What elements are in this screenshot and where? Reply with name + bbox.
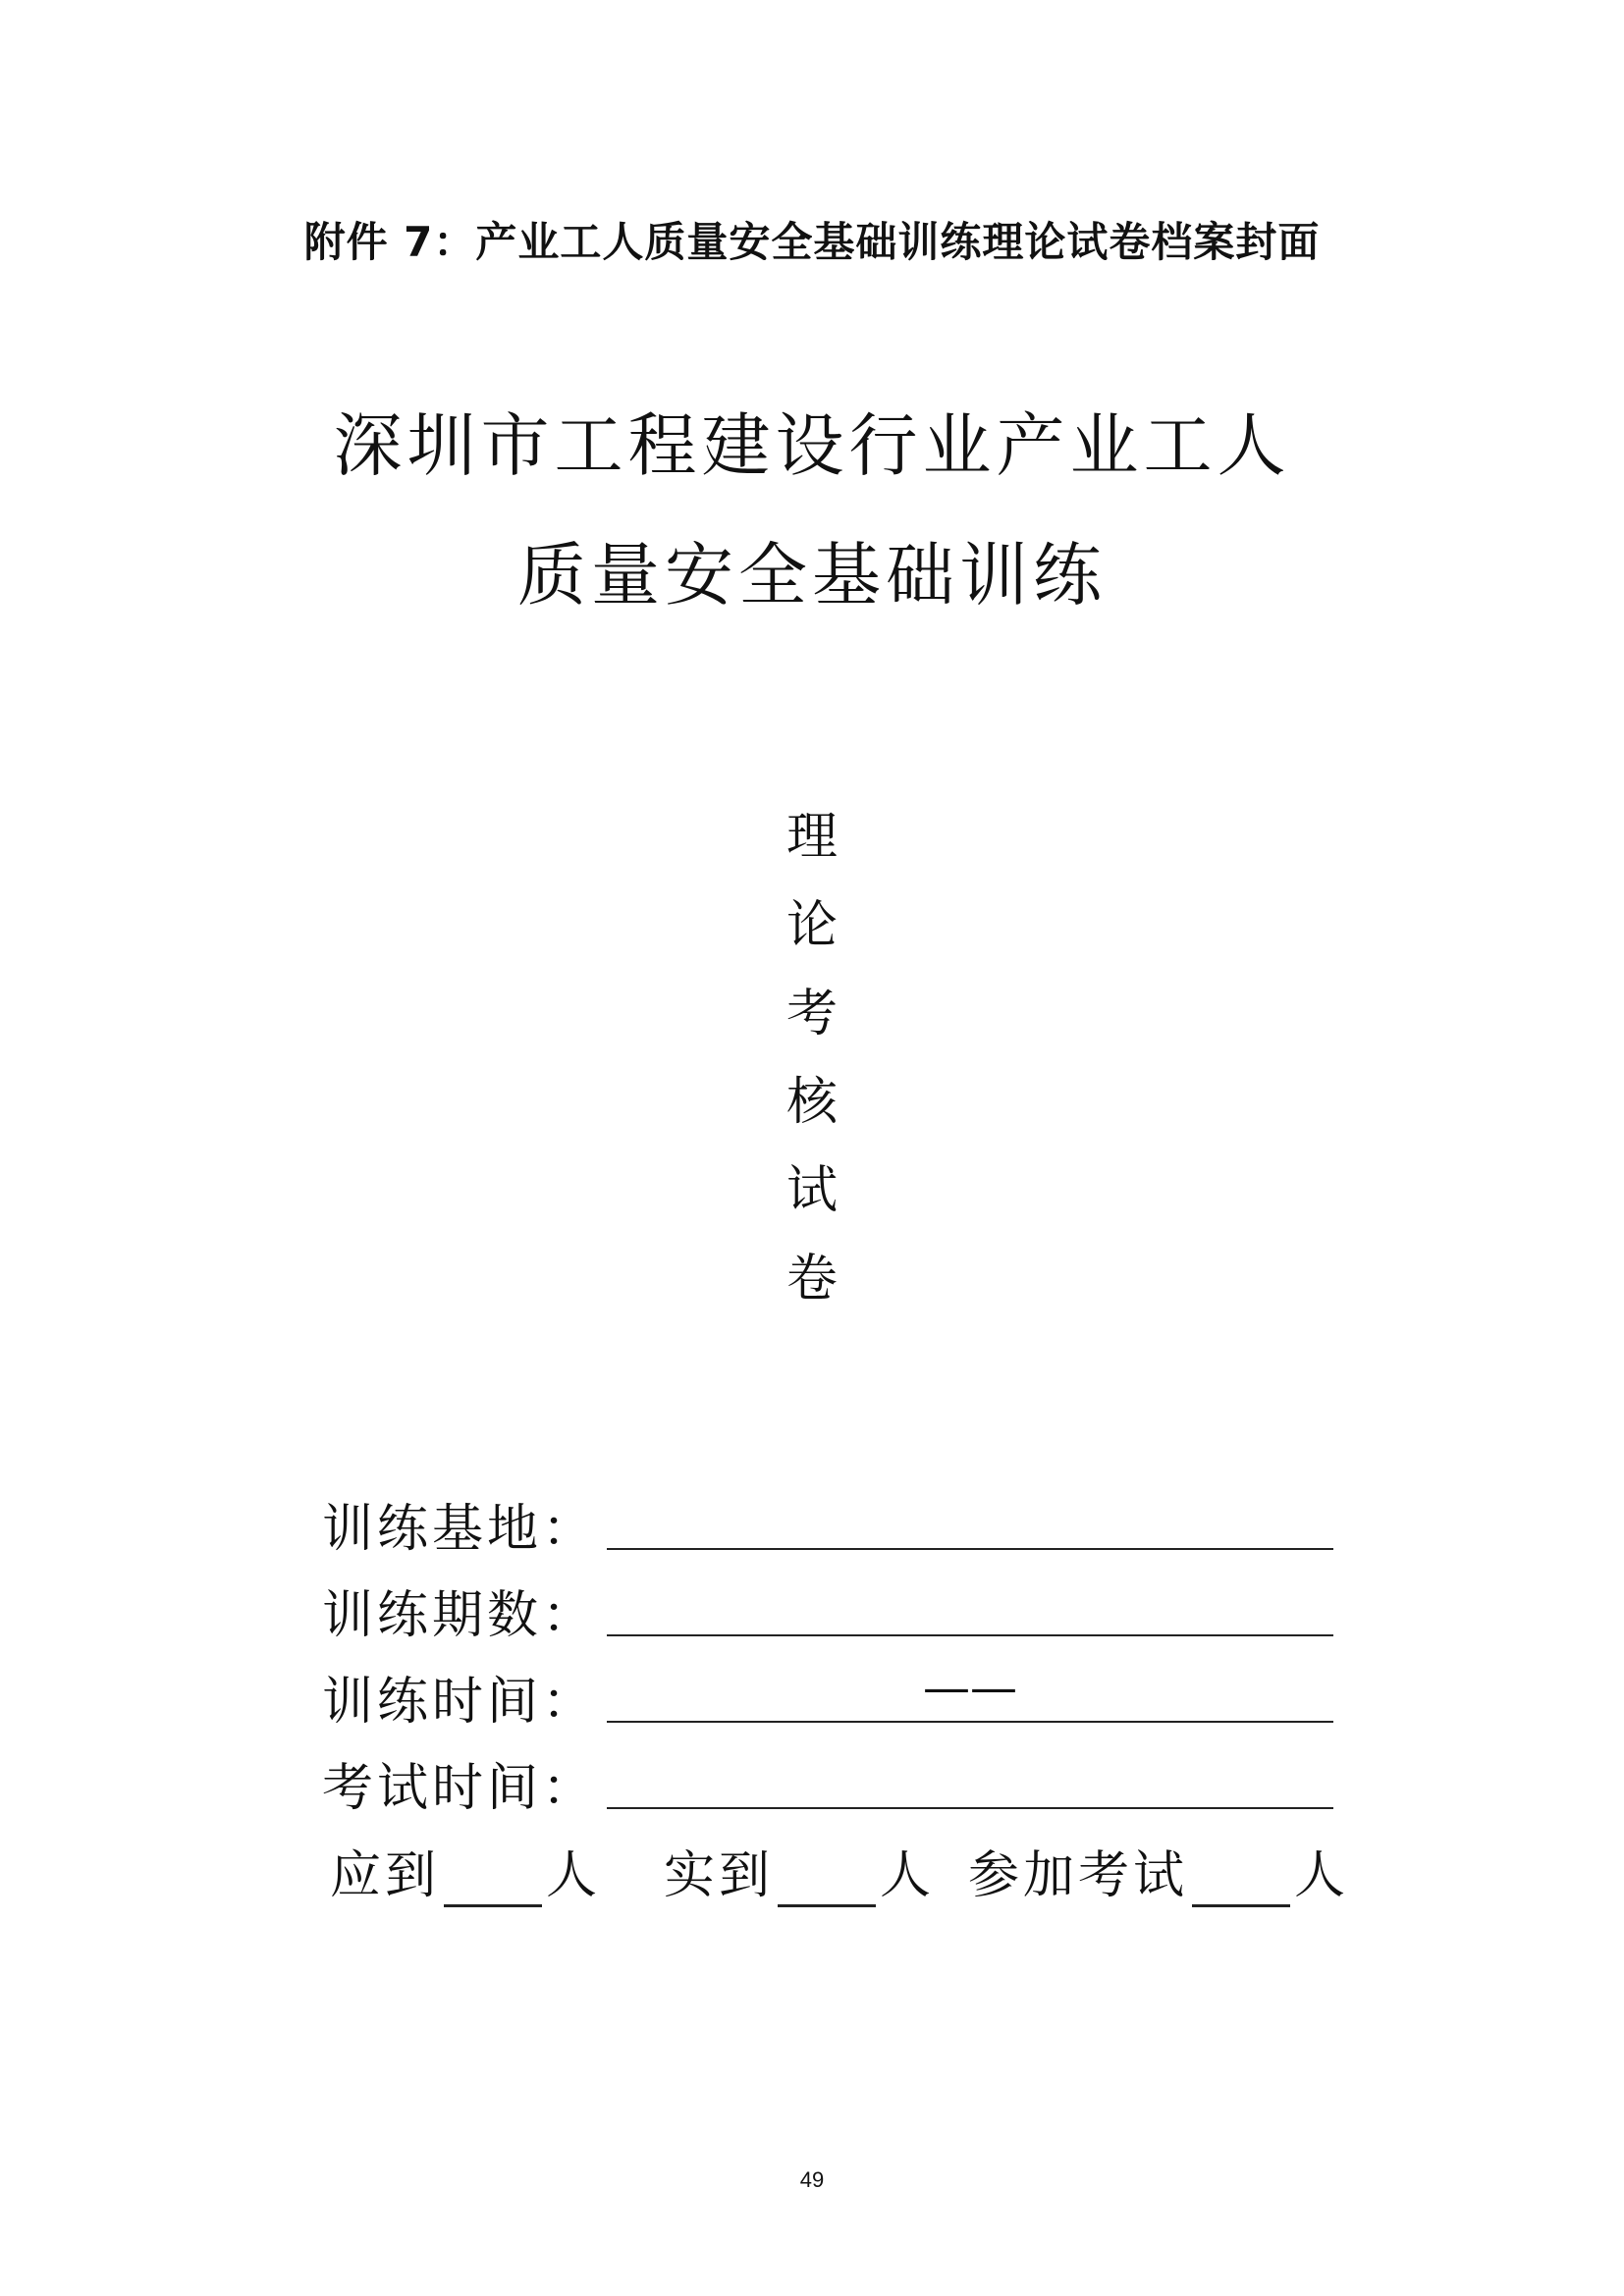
exam-attendance — [968, 1834, 1349, 1907]
vertical-title — [763, 793, 861, 1323]
vertical-title-char: 卷 — [785, 1250, 838, 1308]
training-time-label: 训练时间： — [322, 1673, 598, 1732]
actual-attendance — [664, 1834, 935, 1907]
expected-label: 应到 — [330, 1846, 441, 1905]
vertical-title-char: 试 — [785, 1161, 838, 1220]
exam-attendance-label: 参加考试 — [968, 1846, 1189, 1905]
training-time-underline — [607, 1721, 1333, 1723]
actual-blank — [778, 1853, 876, 1907]
expected-attendance — [330, 1834, 601, 1907]
actual-unit: 人 — [880, 1846, 936, 1905]
attendance-row — [330, 1834, 1350, 1905]
vertical-title-char: 核 — [785, 1073, 838, 1132]
exam-attendance-unit: 人 — [1294, 1846, 1350, 1905]
expected-blank — [444, 1853, 542, 1907]
vertical-title-char: 理 — [785, 808, 838, 867]
training-base-underline — [607, 1548, 1333, 1550]
exam-time-underline — [607, 1807, 1333, 1809]
vertical-title-char: 考 — [785, 985, 838, 1043]
exam-time-label: 考试时间： — [322, 1759, 598, 1818]
main-title-line-1: 深圳市工程建设行业产业工人 — [333, 405, 1291, 486]
main-title-line-2: 质量安全基础训练 — [517, 535, 1107, 615]
expected-unit: 人 — [546, 1846, 602, 1905]
training-session-underline — [607, 1634, 1333, 1636]
page-number: 49 — [799, 2167, 825, 2192]
training-session-label: 训练期数： — [322, 1586, 598, 1645]
attachment-header: 附件 7：产业工人质量安全基础训练理论试卷档案封面 — [303, 218, 1321, 266]
vertical-title-char: 论 — [785, 896, 838, 955]
exam-attendance-blank — [1192, 1853, 1290, 1907]
training-base-label: 训练基地： — [322, 1500, 598, 1559]
training-time-value: —— — [923, 1660, 1017, 1715]
actual-label: 实到 — [664, 1846, 775, 1905]
